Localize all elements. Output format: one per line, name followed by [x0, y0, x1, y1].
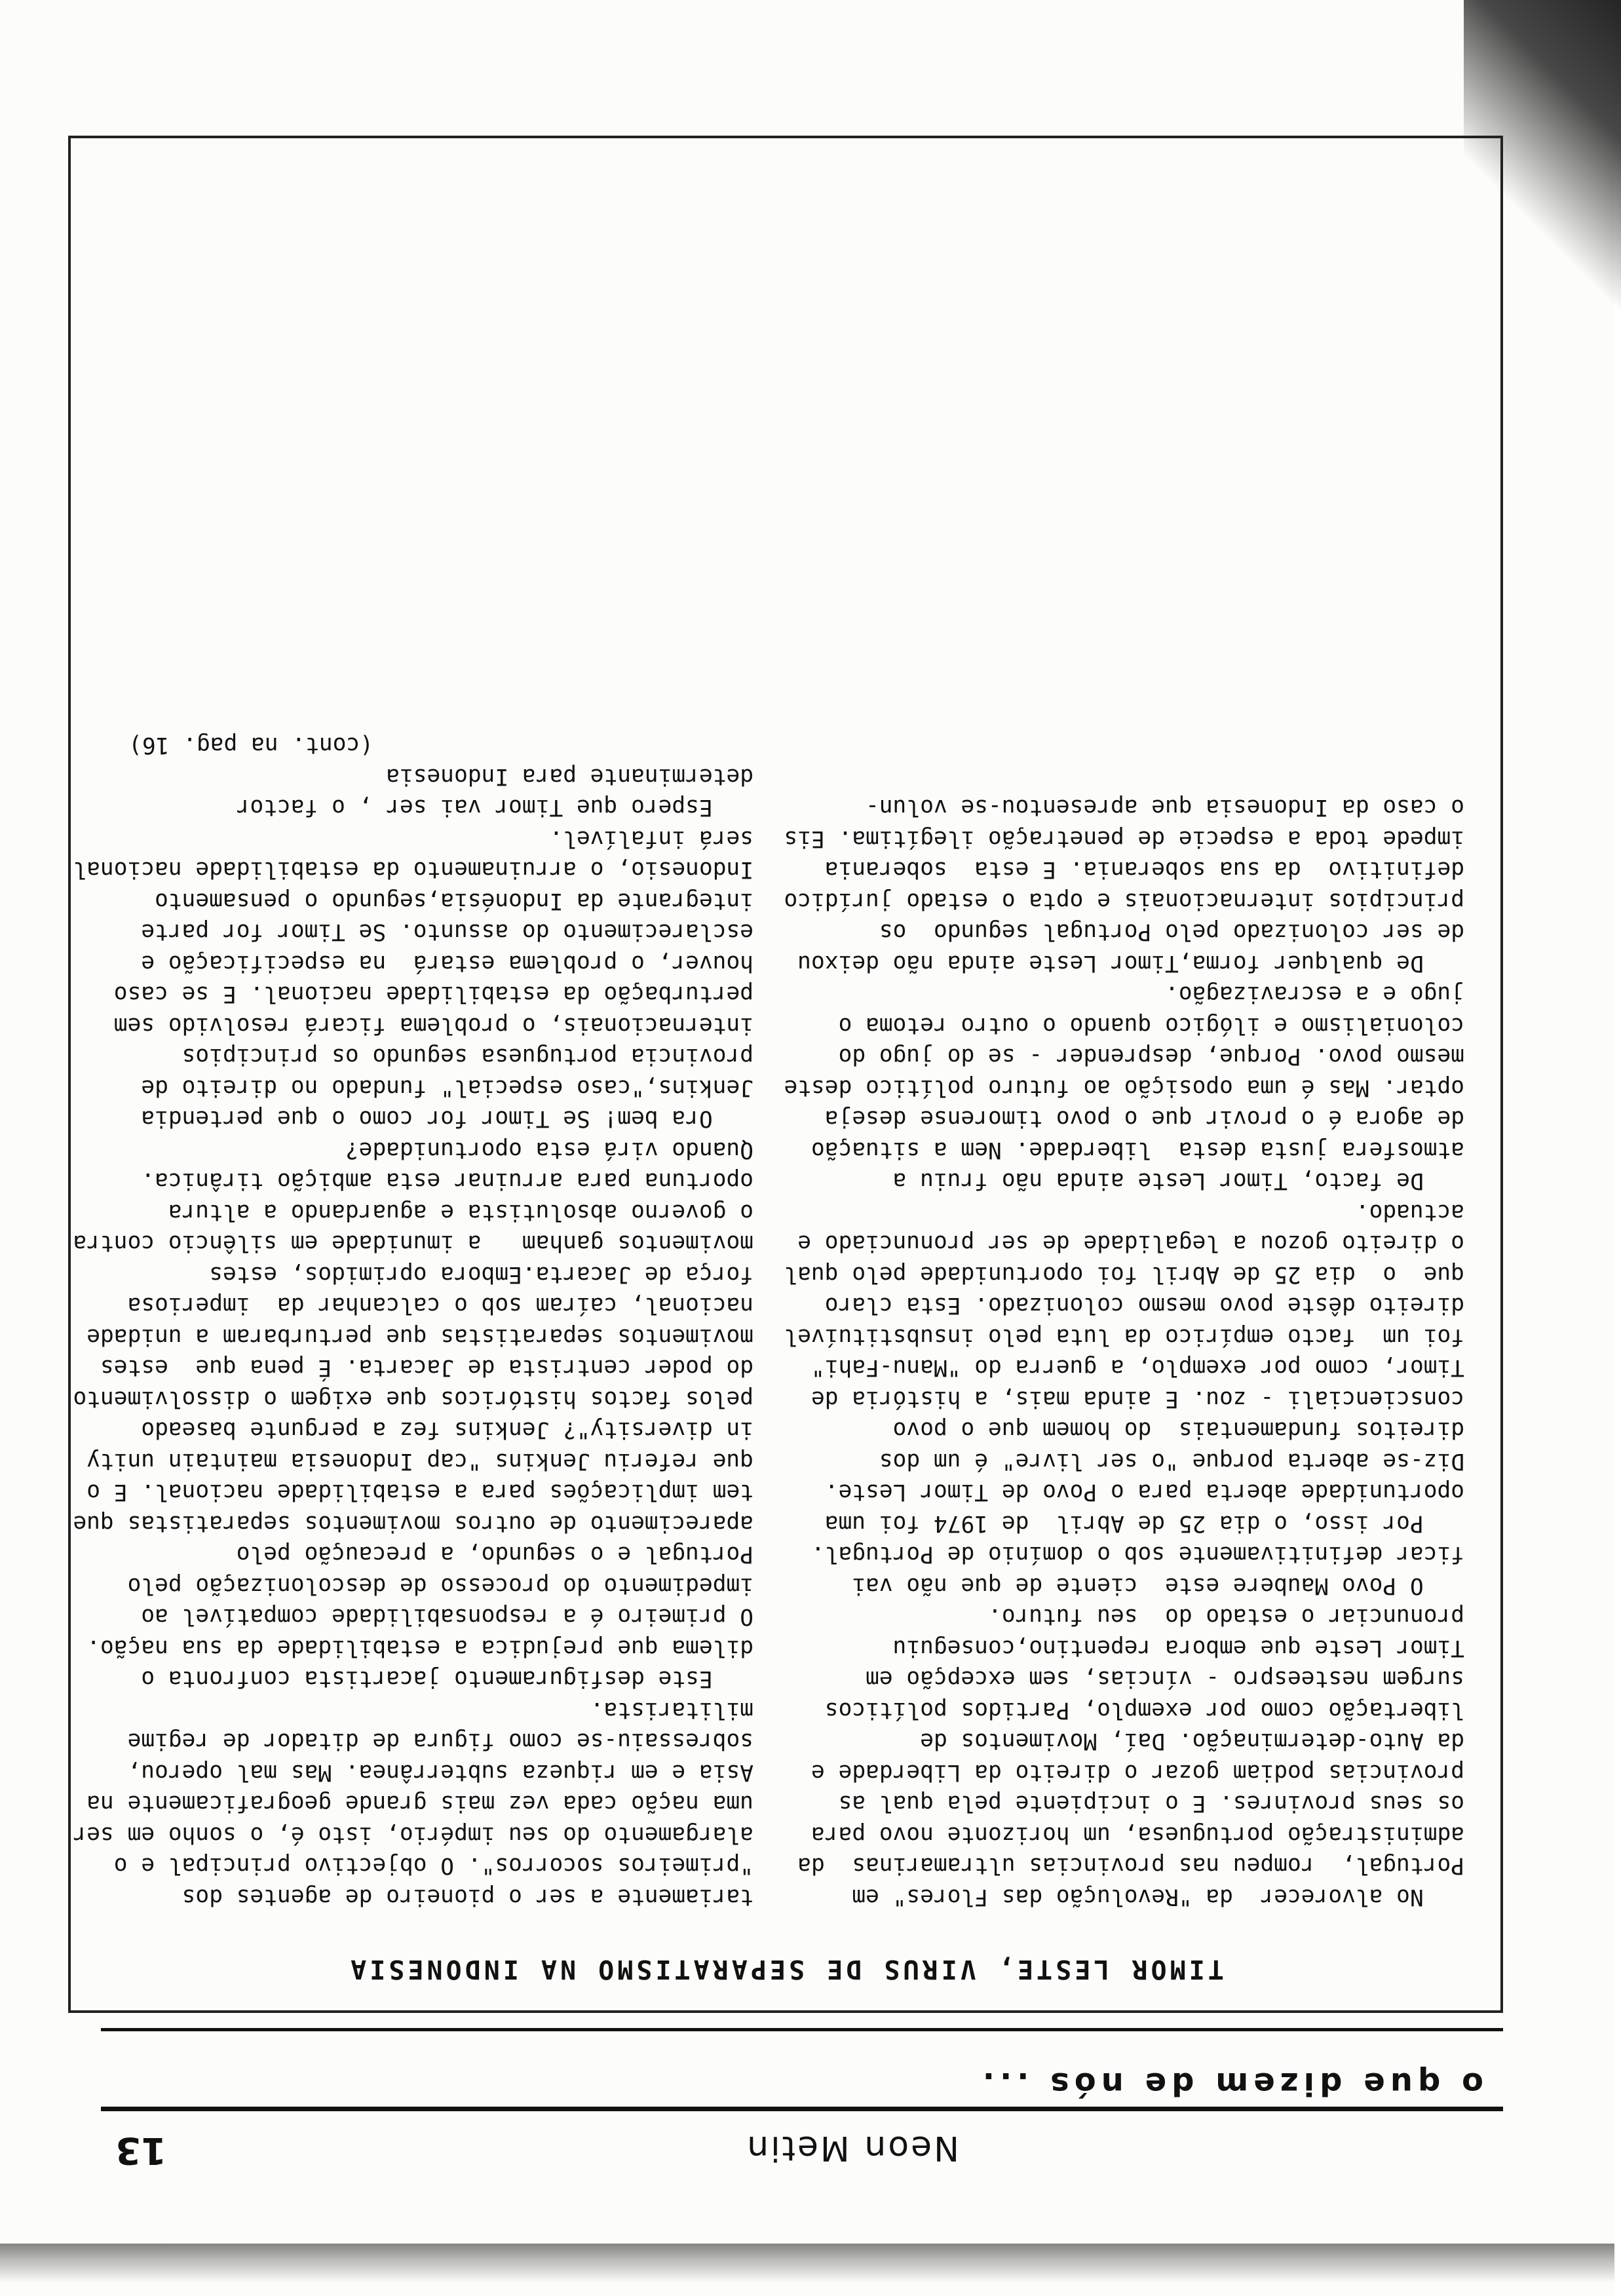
scan-edge-shadow	[0, 2244, 1614, 2283]
article-paragraph: No alvorecer da "Revolução das Flores" em Portugal, rompeu nas provincias ultramarinas da administração portuguesa, um horizonte novo para os seus provinres. E o incipiente pela qual as provincias podiam gozar o direito da Liberdade e da Auto-determinação. Daí, Movimentos de libertação como por exemplo, Partidos políticos surgem nesteespro - víncias, sem excepção em Timor Leste que embora repentino,conseguiu pronunciar o estado do seu futuro.	[784, 1603, 1464, 1910]
header-rule-bottom	[101, 2028, 1503, 2031]
article-paragraph: tariamente a ser o pioneiro de agentes dos "primeiros socorros". O objectivo principal e o alargamento do seu império, isto é, o sonho em ser uma nação cada vez mais grande geograficamente na Asia e em riqueza subterrânea. Mas mal operou, sobressaiu-se como figura de ditador de regime militarista.	[59, 1697, 753, 1910]
article-column-left	[770, 169, 1464, 1912]
article-paragraph: Espero que Timor vai ser , o factor determinante para Indonesia	[222, 763, 753, 821]
article-paragraph: O Povo Maubere este ciente de que não vai ficar definitivamente sob o domínio de Portugal.	[811, 1541, 1464, 1599]
article-title: TIMOR LESTE, VIRUS DE SEPARATISMO NA INDONESIA	[347, 1954, 1224, 1984]
article-paragraph: Este desfiguramento jacartista confronta o dilema que prejudica a estabilidade da sua nação. O primeiro é a responsabilidade compatível ao impedimento do processo de descolonização pelo Portugal e o segundo, a precaução pelo aparecimento de outros movimentos separatistas que tem implicações para a estabilidade nacional. E o que referiu Jenkins "cap Indonesia maintain unity in diversity"? Jenkins fez a pergunte baseado pelos factos históricos que exigem o dissolvimento do poder centrista de Jacarta. É pena que estes movimentos separatistas que perturbaram a unidade nacional, caíram sob o calcanhar da imperiosa força de Jacarta.Embora oprimidos, estes movimentos ganham a imunidade em silêncio contra o governo absolutista e aguardando a altura oportuna para arruinar esta ambição tirânica. Quando virá esta oportunidade?	[59, 1137, 753, 1693]
article-paragraph: Por isso, o dia 25 de Abril de 1974 foi uma oportunidade aberta para o Povo de Timor Leste. Diz-se aberta porque "o ser livre" é um dos direitos fundamentais do homem que o povo conscienciali - zou. E ainda mais, a história de Timor, como por exemplo, a guerra do "Manu-Fahi" foi um facto empírico da luta pelo insubstituível direito dêste povo mesmo colonizado. Esta claro que o dia 25 de Abril foi oportunidade pelo qual o direito gozou a legalidade de ser pronunciado e actuado.	[770, 1199, 1464, 1537]
article-paragraph: De facto, Timor Leste ainda não fruiu a atmosfera justa desta liberdade. Nem a situação de agora é o provir que o povo timorense deseja optar. Mas é uma oposição ao futuro político deste mesmo povo. Porque, desprender - se do jugo do colonialismo e ilógico quando o outro retoma o jugo e a escravizagão.	[770, 981, 1464, 1195]
article-column-right	[59, 169, 753, 1912]
article-box	[59, 136, 1503, 2013]
page-number: 13	[115, 2129, 166, 2172]
article-paragraph: Ora bem! Se Timor for como o que pertendia Jenkins,"caso especial" fundado no direito de provincia portuguesa segundo os principios internacionais, o problema ficará resolvido sem perturbação da estabilidade nacional. E se caso houver, o problema estará na especificação e esclarecimento do assunto. Se Timor for parte integrante da Indonésia,segundo o pensamento Indonesio, o arruinamento da estabilidade nacional será infalível.	[59, 826, 753, 1132]
scan-corner-shadow	[1464, 0, 1621, 330]
section-tag: o que dizem de nós ...	[977, 2065, 1483, 2102]
continuation-note: (cont. na pag. 16)	[128, 732, 373, 759]
article-paragraph: De qualquer forma,Timor Leste ainda não deixou de ser colonizado pelo Portugal segundo os principios internacionais e opta o estado jurídico definitivo da sua soberania. E esta soberania impede toda a especie de penetração ilegítima. Eis o caso da Indonesia que apresentou-se volun-	[770, 794, 1464, 976]
journal-name: Neon Metin	[745, 2128, 959, 2168]
header-rule-top	[101, 2107, 1503, 2111]
